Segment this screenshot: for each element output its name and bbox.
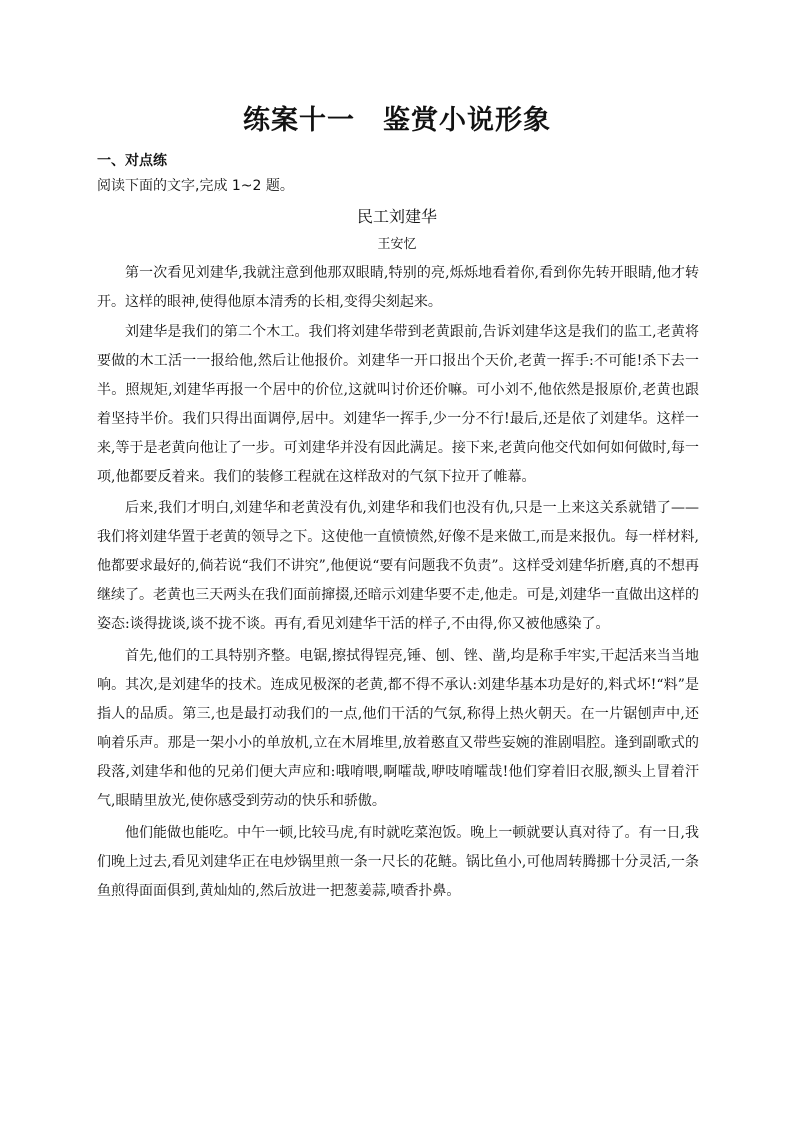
reading-instruction: 阅读下面的文字,完成 1~2 题。	[97, 178, 294, 194]
page-title: 练案十一 鉴赏小说形象	[243, 105, 551, 136]
story-paragraph: 首先,他们的工具特别齐整。电锯,擦拭得锃亮,锤、刨、锉、凿,均是称手牢实,干起活来当当地响。其次,是刘建华的技术。连成见极深的老黄,都不得不承认:刘建华基本功是好的,料式坏!“料”是指人的品质。第三,也是最打动我们的一点,他们干活的气氛,称得上热火朝天。在一片锯刨声中,还响着乐声。那是一架小小的单放机,立在木屑堆里,放着憨直又带些妄婉的淮剧唱腔。逢到副歌式的段落,刘建华和他的兄弟们便大声应和:哦唷喂,啊嚯哉,咿吱唷嚯哉!他们穿着旧衣服,额头上冒着汗气,眼睛里放光,使你感受到劳动的快乐和骄傲。	[97, 648, 699, 809]
story-author: 王安忆	[377, 237, 417, 252]
story-paragraph: 刘建华是我们的第二个木工。我们将刘建华带到老黄跟前,告诉刘建华这是我们的监工,老黄将要做的木工活一一报给他,然后让他报价。刘建华一开口报出个天价,老黄一挥手:不可能!杀下去一半。照规矩,刘建华再报一个居中的价位,这就叫讨价还价嘛。可小刘不,他依然是报原价,老黄也跟着坚持半价。我们只得出面调停,居中。刘建华一挥手,少一分不行!最后,还是依了刘建华。这样一来,等于是老黄向他让了一步。可刘建华并没有因此满足。接下来,老黄向他交代如何如何做时,每一项,他都要反着来。我们的装修工程就在这样敌对的气氛下拉开了帷幕。	[97, 324, 699, 485]
story-paragraph: 后来,我们才明白,刘建华和老黄没有仇,刘建华和我们也没有仇,只是一上来这关系就错了——我们将刘建华置于老黄的领导之下。这使他一直愤愤然,好像不是来做工,而是来报仇。每一样材料,他都要求最好的,倘若说“我们不讲究”,他便说“要有问题我不负责”。这样受刘建华折磨,真的不想再继续了。老黄也三天两头在我们面前撺掇,还暗示刘建华要不走,他走。可是,刘建华一直做出这样的姿态:谈得拢谈,谈不拢不谈。再有,看见刘建华干活的样子,不由得,你又被他感染了。	[97, 500, 699, 632]
story-title: 民工刘建华	[356, 207, 437, 226]
story-paragraph: 第一次看见刘建华,我就注意到他那双眼睛,特别的亮,烁烁地看着你,看到你先转开眼睛,他才转开。这样的眼神,使得他原本清秀的长相,变得尖刻起来。	[97, 265, 699, 310]
story-body	[97, 259, 699, 907]
story-paragraph: 他们能做也能吃。中午一顿,比较马虎,有时就吃菜泡饭。晚上一顿就要认真对待了。有一日,我们晚上过去,看见刘建华正在电炒锅里煎一条一尺长的花鲢。锅比鱼小,可他周转腾挪十分灵活,一条鱼煎得面面俱到,黄灿灿的,然后放进一把葱姜蒜,喷香扑鼻。	[97, 825, 699, 899]
section-heading: 一、对点练	[97, 153, 167, 169]
